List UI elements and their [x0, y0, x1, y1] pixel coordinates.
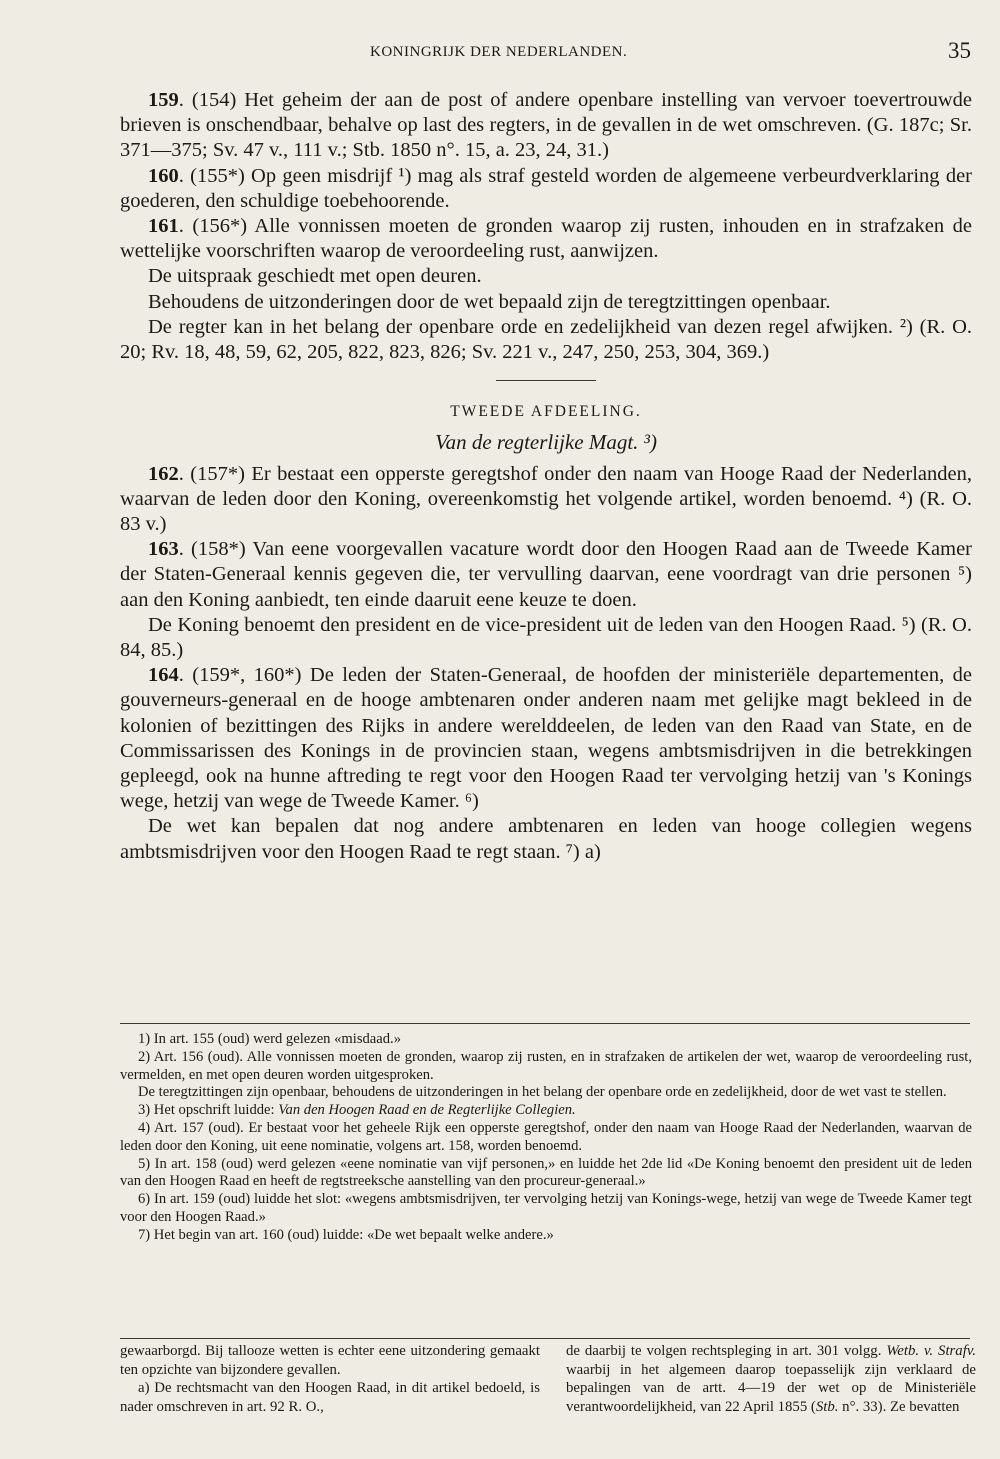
article-text: . (154) Het geheim der aan de post of andere openbare instelling van vervoer toevertrouwde brieven is onschendbaar, behalve op last des regters, in de gevallen in de wet omschreven. (G. 187c; Sr. 371—375; Sv. 47 v., 111 v.; Stb. 1850 n°. 15, a. 23, 24, 31.) — [120, 89, 972, 162]
article-text: . (158*) Van eene voorgevallen vacature wordt door den Hoogen Raad aan de Tweede Kamer der Staten-Generaal kennis gegeven die, ter vervulling daarvan, eene voordragt van drie personen ⁵) aan den Koning aanbiedt, ten einde daaruit eene keuze te doen. — [120, 538, 972, 611]
footnote: De teregtzittingen zijn openbaar, behoudens de uitzonderingen in het belang der openbare orde en zedelijkheid, door de wet vast te stellen. — [138, 1084, 947, 1101]
article-number: 161 — [148, 215, 179, 238]
article-163 — [120, 537, 972, 613]
footnote: 2) Art. 156 (oud). Alle vonnissen moeten de gronden, waarop zij rusten, en in strafzaken de artikelen der wet, waarop de veroordeeling rust, vermelden, en met open deuren worden uitgesproken. — [120, 1048, 972, 1083]
running-title: KONINGRIJK DER NEDERLANDEN. — [370, 44, 628, 60]
paragraph: De Koning benoemt den president en de vice-president uit de leden van den Hoogen Raad. ⁵) (R. O. 84, 85.) — [120, 613, 972, 662]
article-text: . (157*) Er bestaat een opperste geregtshof onder den naam van Hooge Raad der Nederlanden, waarvan de leden door den Koning, overeenkomstig het volgende artikel, worden benoemd. ⁴) (R. O. 83 v.) — [120, 462, 972, 536]
paragraph: De regter kan in het belang der openbare orde en zedelijkheid van dezen regel afwijken. ²) (R. O. 20; Rv. 18, 48, 59, 62, 205, 822, 823, 826; Sv. 221 v., 247, 250, 253, 304, 369.) — [120, 315, 972, 364]
footnote-divider — [120, 1023, 970, 1024]
note-text: de daarbij te volgen rechtspleging in art. 301 volgg. — [566, 1343, 887, 1359]
article-text: . (156*) Alle vonnissen moeten de gronden waarop zij rusten, inhouden en in strafzaken de wettelijke voorschriften waarop de veroordeeling rust, aanwijzen. — [120, 215, 972, 263]
article-number: 164 — [148, 664, 179, 687]
footnote: 6) In art. 159 (oud) luidde het slot: «wegens ambtsmisdrijven, ter vervolging hetzij van Konings-wege, hetzij van wege de Tweede Kamer tegt voor den Hoogen Raad.» — [120, 1191, 972, 1225]
article-164 — [120, 663, 972, 814]
footnote-title: Van den Hoogen Raad en de Regterlijke Collegien. — [278, 1102, 576, 1119]
footnote: 1) In art. 155 (oud) werd gelezen «misdaad.» — [138, 1031, 402, 1047]
footnote — [120, 1102, 972, 1120]
section-divider — [496, 380, 596, 381]
article-text: . (159*, 160*) De leden der Staten-Generaal, de hoofden der ministeriële departementen, de gouverneurs-generaal en de hooge ambtenaren onder anderen naam met gelijke magt bekleed in de kolonien of bezittingen des Rijks in andere werelddeelen, de leden van den Raad van State, en de Commissarissen des Konings in de provincien staan, wegens ambtsmisdrijven in die betrekkingen gepleegd, ook na hunne aftreding te regt voor den Hoogen Raad ter vervolging hetzij van 's Konings wege, hetzij van wege de Tweede Kamer. ⁶) — [120, 664, 972, 813]
editorial-note — [566, 1342, 976, 1416]
editorial-note: gewaarborgd. Bij tallooze wetten is echter eene uitzondering gemaakt ten opzichte van bijzondere gevallen. — [120, 1343, 540, 1378]
paragraph: Behoudens de uitzonderingen door de wet bepaald zijn de teregtzittingen openbaar. — [148, 290, 831, 313]
editorial-note: a) De rechtsmacht van den Hoogen Raad, in dit artikel bedoeld, is nader omschreven in art. 92 R. O., — [120, 1380, 540, 1415]
footnote-prefix: 3) Het opschrift luidde: — [138, 1102, 279, 1119]
editorial-notes-left-column — [120, 1342, 540, 1416]
article-text: . (155*) Op geen misdrijf ¹) mag als straf gesteld worden de algemeene verbeurdverklaring der goederen, den schuldige toebehoorende. — [120, 164, 972, 212]
article-number: 160 — [148, 164, 179, 187]
editorial-note-divider — [120, 1338, 970, 1339]
footnotes — [120, 1031, 972, 1245]
article-161 — [120, 214, 972, 264]
note-text: n°. 33). Ze bevatten — [838, 1398, 960, 1415]
article-number: 162 — [148, 462, 179, 485]
editorial-notes-right-column — [566, 1342, 976, 1416]
footnote: 7) Het begin van art. 160 (oud) luidde: «De wet bepaalt welke andere.» — [138, 1226, 554, 1243]
section-heading: TWEEDE AFDEELING. — [450, 403, 642, 421]
section-subtitle: Van de regterlijke Magt. ³) — [435, 430, 657, 455]
note-text-italic: Wetb. v. Strafv. — [886, 1343, 976, 1359]
footnote: 4) Art. 157 (oud). Er bestaat voor het geheele Rijk een opperste geregtshof, onder den naam van Hooge Raad der Nederlanden, waarvan de leden door den Koning, uit eene nominatie, volgens art. 158, worden benoemd. — [120, 1119, 972, 1154]
article-162 — [120, 462, 972, 538]
note-text: waarbij in het algemeen daarop toepasselijk zijn verklaard de bepalingen van de artt. 4—19 der wet op de Ministeriële verantwoordelijkheid, van 22 April 1855 ( — [566, 1361, 976, 1415]
running-head — [120, 38, 975, 68]
paragraph: De uitspraak geschiedt met open deuren. — [148, 265, 482, 288]
article-160 — [120, 164, 972, 214]
note-text-italic: Stb. — [815, 1398, 839, 1415]
page-number: 35 — [948, 38, 971, 63]
footnote: 5) In art. 158 (oud) werd gelezen «eene nominatie van vijf personen,» en luidde het 2de lid «De Koning benoemt den president uit de leden van den Hoogen Raad en heeft de regtstreeksche aanstelling van den procureur-generaal.» — [120, 1155, 972, 1190]
main-text — [120, 88, 972, 865]
paragraph: De wet kan bepalen dat nog andere ambtenaren en leden van hooge collegien wegens ambtsmisdrijven voor den Hoogen Raad te regt staan. ⁷) a) — [120, 815, 972, 863]
article-number: 163 — [148, 538, 179, 561]
article-number: 159 — [148, 89, 179, 111]
article-159 — [120, 88, 972, 164]
